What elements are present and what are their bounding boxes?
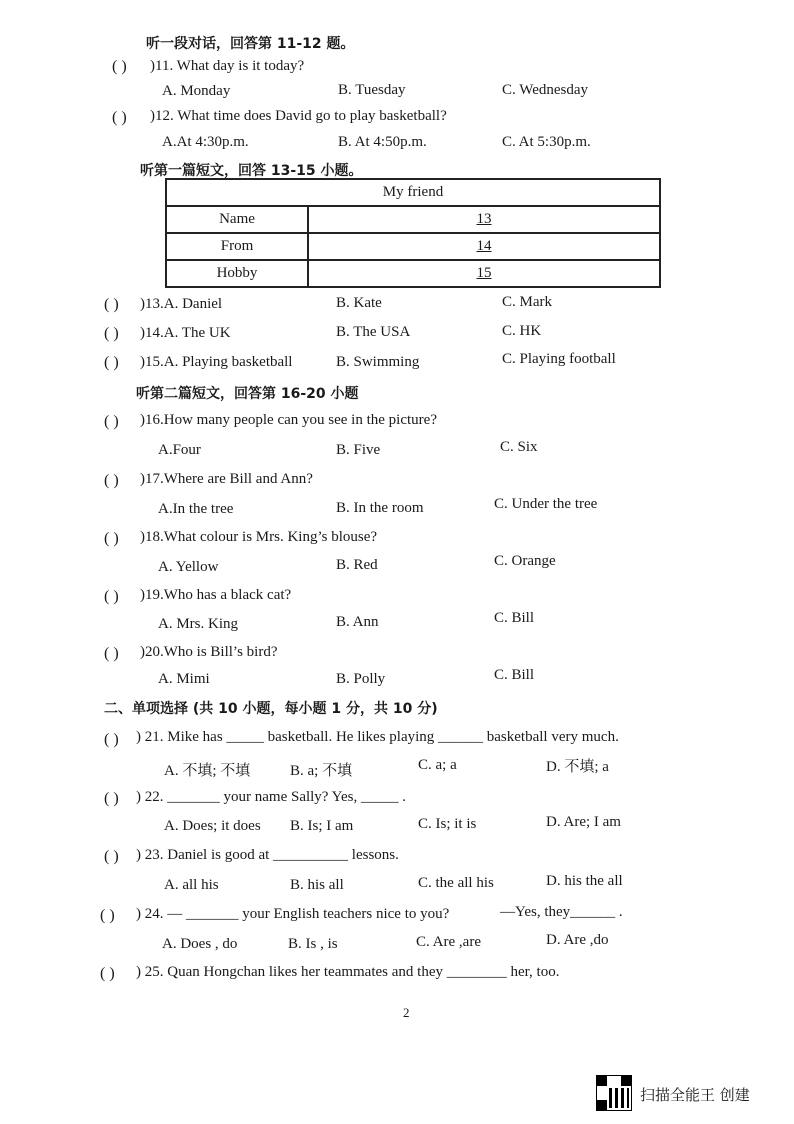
q21-option-a: A. 不填; 不填 [164, 763, 251, 779]
q11-option-a: A. Monday [162, 83, 231, 99]
q24-option-b: B. Is , is [288, 936, 338, 952]
answer-paren: ( ) [104, 296, 119, 313]
q16-option-a: A.Four [158, 442, 201, 458]
friend-table-blank-15: 15 [308, 260, 660, 287]
friend-table-label-from: From [166, 233, 308, 260]
q19-option-c: C. Bill [494, 610, 535, 626]
q24-option-a: A. Does , do [162, 936, 238, 952]
section-heading-part2: 二、单项选择 (共 10 小题，每小题 1 分，共 10 分) [104, 701, 438, 717]
q13-option-c: C. Mark [502, 294, 552, 310]
q18-option-b: B. Red [336, 557, 378, 573]
q13-option-b: B. Kate [336, 295, 382, 311]
question-16: )16.How many people can you see in the picture? [140, 412, 437, 428]
q24-option-d: D. Are ,do [546, 932, 609, 948]
q15-option-c: C. Playing football [502, 351, 616, 367]
page-number: 2 [403, 1005, 410, 1020]
answer-paren: ( ) [104, 325, 119, 342]
friend-table-title: My friend [166, 179, 660, 206]
question-19: )19.Who has a black cat? [140, 587, 292, 603]
q23-option-d: D. his the all [546, 873, 623, 889]
question-20: )20.Who is Bill’s bird? [140, 644, 278, 660]
question-12: )12. What time does David go to play basketball? [150, 108, 447, 124]
q15-option-b: B. Swimming [336, 354, 420, 370]
answer-paren: ( ) [104, 731, 119, 748]
friend-table-blank-13: 13 [308, 206, 660, 233]
q21-option-c: C. a; a [418, 757, 457, 773]
answer-paren: ( ) [104, 413, 119, 430]
question-14: )14.A. The UK [140, 325, 231, 341]
answer-paren: ( ) [104, 848, 119, 865]
question-13: )13.A. Daniel [140, 296, 223, 312]
section-heading-passage1: 听第一篇短文，回答 13-15 小题。 [140, 163, 363, 179]
answer-paren: ( ) [112, 109, 127, 126]
question-17: )17.Where are Bill and Ann? [140, 471, 313, 487]
q24-option-c: C. Are ,are [416, 934, 481, 950]
q18-option-a: A. Yellow [158, 559, 219, 575]
answer-paren: ( ) [104, 588, 119, 605]
q22-option-c: C. Is; it is [418, 816, 477, 832]
question-18: )18.What colour is Mrs. King’s blouse? [140, 529, 378, 545]
q20-option-a: A. Mimi [158, 671, 210, 687]
q17-option-b: B. In the room [336, 500, 424, 516]
q23-option-b: B. his all [290, 877, 344, 893]
answer-paren: ( ) [104, 645, 119, 662]
q19-option-a: A. Mrs. King [158, 616, 239, 632]
question-22: ) 22. _______ your name Sally? Yes, _____ . [136, 789, 406, 805]
answer-paren: ( ) [104, 530, 119, 547]
question-15: )15.A. Playing basketball [140, 354, 293, 370]
q11-option-c: C. Wednesday [502, 82, 589, 98]
q12-option-c: C. At 5:30p.m. [502, 134, 591, 150]
question-24: ) 24. — _______ your English teachers nice to you? [136, 906, 450, 922]
q21-option-b: B. a; 不填 [290, 763, 353, 779]
question-24-reply: —Yes, they______ . [500, 904, 623, 920]
q22-option-a: A. Does; it does [164, 818, 261, 834]
question-11: )11. What day is it today? [150, 58, 305, 74]
section-heading-passage2: 听第二篇短文，回答第 16-20 小题 [136, 386, 359, 402]
q23-option-c: C. the all his [418, 875, 494, 891]
q14-option-b: B. The USA [336, 324, 411, 340]
friend-table-label-name: Name [166, 206, 308, 233]
q14-option-c: C. HK [502, 323, 542, 339]
q22-option-d: D. Are; I am [546, 814, 621, 830]
q12-option-b: B. At 4:50p.m. [338, 134, 427, 150]
scanner-watermark: 扫描全能王 创建 [640, 1086, 750, 1104]
q19-option-b: B. Ann [336, 614, 379, 630]
answer-paren: ( ) [104, 354, 119, 371]
answer-paren: ( ) [104, 790, 119, 807]
q23-option-a: A. all his [164, 877, 219, 893]
answer-paren: ( ) [104, 472, 119, 489]
answer-paren: ( ) [112, 58, 127, 75]
q21-option-d: D. 不填; a [546, 759, 609, 775]
answer-paren: ( ) [100, 907, 115, 924]
question-25: ) 25. Quan Hongchan likes her teammates and they ________ her, too. [136, 964, 560, 980]
q18-option-c: C. Orange [494, 553, 556, 569]
q17-option-a: A.In the tree [158, 501, 234, 517]
friend-table-blank-14: 14 [308, 233, 660, 260]
q16-option-b: B. Five [336, 442, 381, 458]
question-23: ) 23. Daniel is good at __________ lessons. [136, 847, 399, 863]
qr-code-icon [596, 1075, 632, 1111]
section-heading-dialogue: 听一段对话，回答第 11-12 题。 [146, 36, 355, 52]
q20-option-b: B. Polly [336, 671, 386, 687]
friend-table-label-hobby: Hobby [166, 260, 308, 287]
q12-option-a: A.At 4:30p.m. [162, 134, 249, 150]
q16-option-c: C. Six [500, 439, 538, 455]
q20-option-c: C. Bill [494, 667, 535, 683]
q17-option-c: C. Under the tree [494, 496, 598, 512]
answer-paren: ( ) [100, 965, 115, 982]
q22-option-b: B. Is; I am [290, 818, 354, 834]
friend-table [165, 178, 661, 288]
question-21: ) 21. Mike has _____ basketball. He likes playing ______ basketball very much. [136, 729, 619, 745]
q11-option-b: B. Tuesday [338, 82, 406, 98]
